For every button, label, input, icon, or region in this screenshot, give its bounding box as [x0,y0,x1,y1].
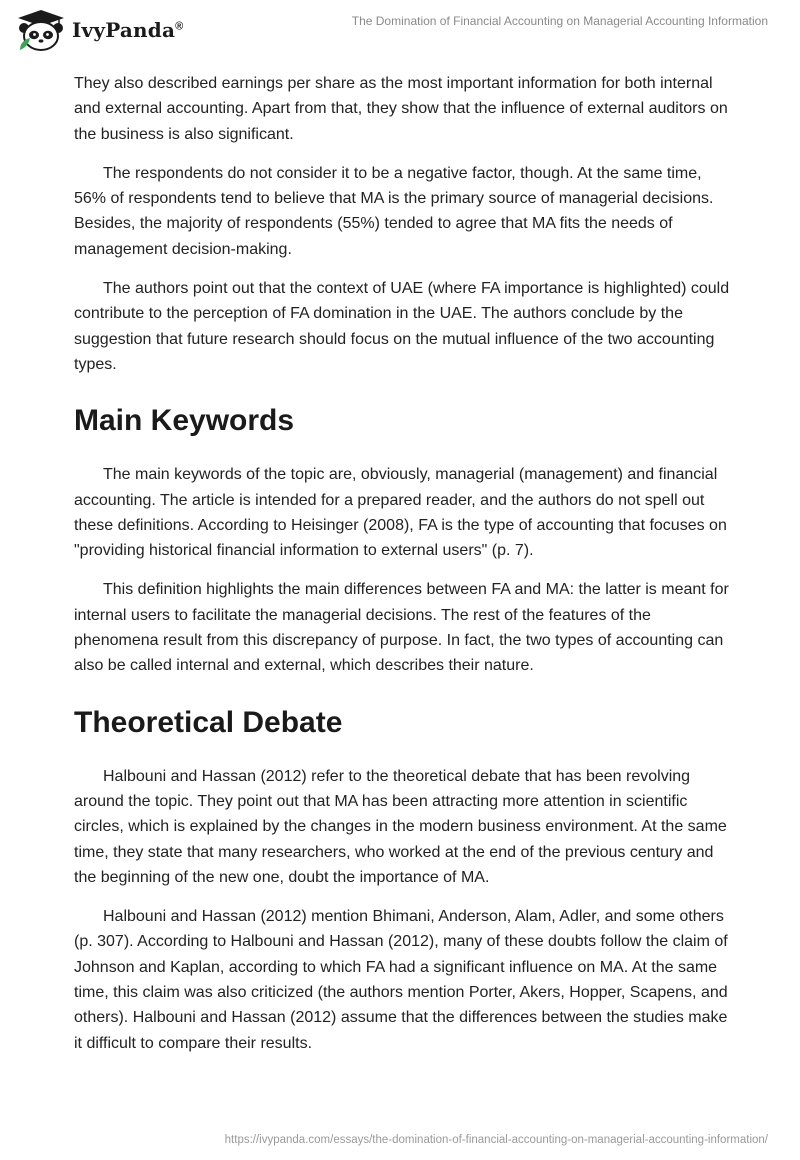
source-url[interactable]: https://ivypanda.com/essays/the-domination-of-financial-accounting-on-managerial-accounting-information/ [224,1134,768,1146]
paragraph: They also described earnings per share as the most important information for both internal and external accounting. Apart from that, they show that the influence of external auditors on the business is also significant. [74,75,728,143]
brand-name: IvyPanda® [72,18,184,42]
section-heading-main-keywords: Main Keywords [74,404,295,438]
section-heading-theoretical-debate: Theoretical Debate [74,705,343,739]
essay-body [74,71,730,1070]
ivypanda-logo[interactable] [14,8,183,52]
paragraph: Halbouni and Hassan (2012) mention Bhimani, Anderson, Alam, Adler, and some others (p. 307). According to Halbouni and Hassan (2012), many of these doubts follow the claim of Johnson and Kaplan, according to which FA had a significant influence on MA. At the same time, this claim was also criticized (the authors mention Porter, Akers, Hopper, Scapens, and others). Halbouni and Hassan (2012) assume that the differences between the studies make it difficult to compare their results. [74,908,728,1052]
paragraph: Halbouni and Hassan (2012) refer to the theoretical debate that has been revolving around the topic. They point out that MA has been attracting more attention in scientific circles, which is explained by the changes in the modern business environment. At the same time, they state that many researchers, who worked at the end of the previous century and the beginning of the new one, doubt the importance of MA. [74,767,727,886]
paragraph: The main keywords of the topic are, obviously, managerial (management) and financial accounting. The article is intended for a prepared reader, and the authors do not spell out these definitions. According to Heisinger (2008), FA is the type of accounting that focuses on "providing historical financial information to external users" (p. 7). [74,466,727,560]
panda-graduate-icon [14,8,68,52]
document-title: The Domination of Financial Accounting on Managerial Accounting Information [351,14,768,28]
paragraph: The respondents do not consider it to be a negative factor, though. At the same time, 56% of respondents tend to believe that MA is the primary source of managerial decisions. Besides, the majority of respondents (55%) tended to agree that MA fits the needs of management decision-making. [74,164,714,258]
page-header [0,0,800,60]
paragraph: The authors point out that the context of UAE (where FA importance is highlighted) could contribute to the perception of FA domination in the UAE. The authors conclude by the suggestion that future research should focus on the mutual influence of the two accounting types. [74,280,730,373]
paragraph: This definition highlights the main differences between FA and MA: the latter is meant for internal users to facilitate the managerial decisions. The rest of the features of the phenomena result from this discrepancy of purpose. In fact, the two types of accounting can also be called internal and external, which describes their nature. [74,581,729,675]
